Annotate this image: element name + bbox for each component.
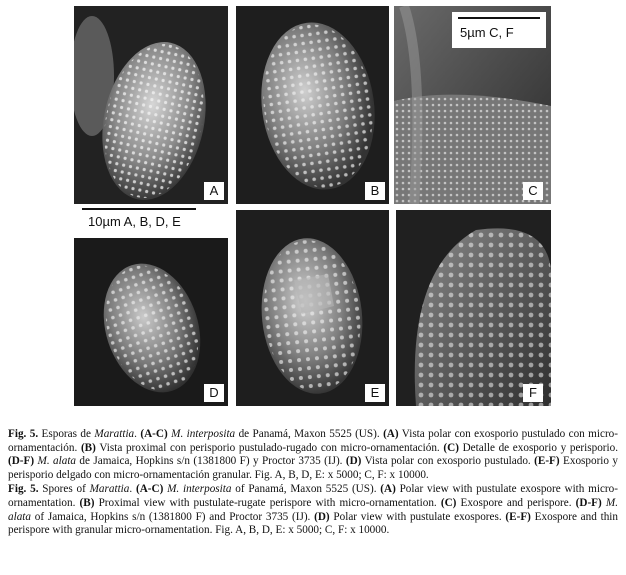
caption-es-text: Esporas de	[38, 428, 95, 440]
panel-label-a: A	[204, 182, 224, 200]
caption-es-genus: Marattia	[94, 428, 135, 440]
micrograph-panel-b	[236, 6, 389, 204]
caption-en-text: Polar view with pustulate exospores.	[329, 510, 506, 523]
panel-label-b: B	[365, 182, 385, 200]
caption-es-text: Vista polar con exosporio pustulado.	[361, 455, 535, 468]
caption-en-species: M. alata	[8, 496, 618, 523]
caption-es-text: de Jamaica, Hopkins s/n (1381800 F) y Proctor 3735 (IJ).	[76, 455, 346, 468]
caption-en-fig-label: Fig. 5.	[8, 483, 39, 496]
scale-bar-10um	[82, 208, 196, 210]
panel-label-c: C	[523, 182, 543, 200]
caption-en-text: Proximal view with pustulate-rugate perispore with micro-ornamentation.	[94, 496, 441, 509]
caption-es-ref: (A)	[383, 428, 399, 440]
scale-box-5um	[452, 12, 546, 48]
caption-es-ref: (B)	[80, 441, 96, 454]
caption-en-ref: (A-C)	[135, 483, 164, 496]
micrograph-panel-a	[74, 6, 228, 204]
scale-label-5um: 5µm C, F	[460, 25, 514, 40]
spore-image-a	[74, 6, 228, 204]
scale-box-10um	[74, 204, 204, 238]
spore-detail-image-f	[396, 210, 551, 406]
spore-image-b	[236, 6, 389, 204]
caption-en-text: .	[129, 483, 136, 496]
caption-en-text: of Jamaica, Hopkins s/n (1381800 F) and Proctor 3735 (IJ).	[31, 510, 315, 523]
caption-en-text: of Panamá, Maxon 5525 (US).	[231, 483, 381, 496]
caption-es-fig-label: Fig. 5.	[8, 428, 39, 440]
caption-en-text: Spores of	[38, 483, 90, 496]
caption-en-text: Exospore and perispore.	[456, 496, 576, 509]
caption-spanish	[8, 428, 618, 482]
scale-bar-5um	[458, 17, 540, 19]
caption-es-text: de Panamá, Maxon 5525 (US).	[235, 428, 384, 440]
caption-es-ref: (C)	[443, 441, 459, 454]
caption-english	[8, 483, 618, 537]
caption-en-ref: (E-F)	[505, 510, 531, 523]
caption-en-species: M. interposita	[167, 483, 232, 496]
caption-es-species: M. alata	[37, 455, 77, 468]
caption-es-text: .	[134, 428, 141, 440]
caption-en-ref: (A)	[380, 483, 396, 496]
caption-es-ref: (D-F)	[8, 455, 35, 468]
micrograph-panel-e	[236, 210, 389, 406]
caption-en-text: Polar view with pustulate exospore with micro-ornamentation.	[8, 483, 618, 509]
caption-es-species: M. interposita	[171, 428, 236, 440]
caption-es-text: Detalle de exosporio y perisporio.	[458, 441, 619, 454]
caption-es-ref: (A-C)	[140, 428, 168, 440]
caption-es-text: Exosporio y perisporio delgado con micro-ornamentación granular. Fig. A, B, D, E: x 5000; C, F: x 10000.	[8, 455, 618, 481]
caption-en-genus: Marattia	[89, 483, 130, 496]
panel-label-e: E	[365, 384, 385, 402]
caption-en-text: Exospore and thin perispore with granular micro-ornamentation. Fig. A, B, D, E: x 5000; C, F: x 10000.	[8, 510, 619, 537]
spore-image-e	[236, 210, 389, 406]
caption-en-ref: (C)	[440, 496, 457, 509]
caption-es-ref: (E-F)	[534, 455, 560, 468]
micrograph-panel-d	[74, 238, 228, 406]
caption-en-ref: (B)	[79, 496, 95, 509]
figure-caption	[8, 428, 618, 539]
micrograph-panel-f	[396, 210, 551, 406]
caption-es-text: Vista proximal con perisporio pustulado-rugado con micro-ornamentación.	[95, 441, 444, 454]
caption-en-ref: (D-F)	[575, 496, 602, 509]
micrograph-panel-c	[394, 6, 551, 204]
panel-label-d: D	[204, 384, 224, 402]
spore-image-d	[74, 238, 228, 406]
scale-label-10um: 10µm A, B, D, E	[88, 214, 181, 229]
caption-es-text: Vista polar con exosporio pustulado con micro-ornamentación.	[8, 428, 618, 454]
panel-label-f: F	[523, 384, 543, 402]
caption-es-ref: (D)	[345, 455, 362, 468]
caption-en-ref: (D)	[314, 510, 330, 523]
